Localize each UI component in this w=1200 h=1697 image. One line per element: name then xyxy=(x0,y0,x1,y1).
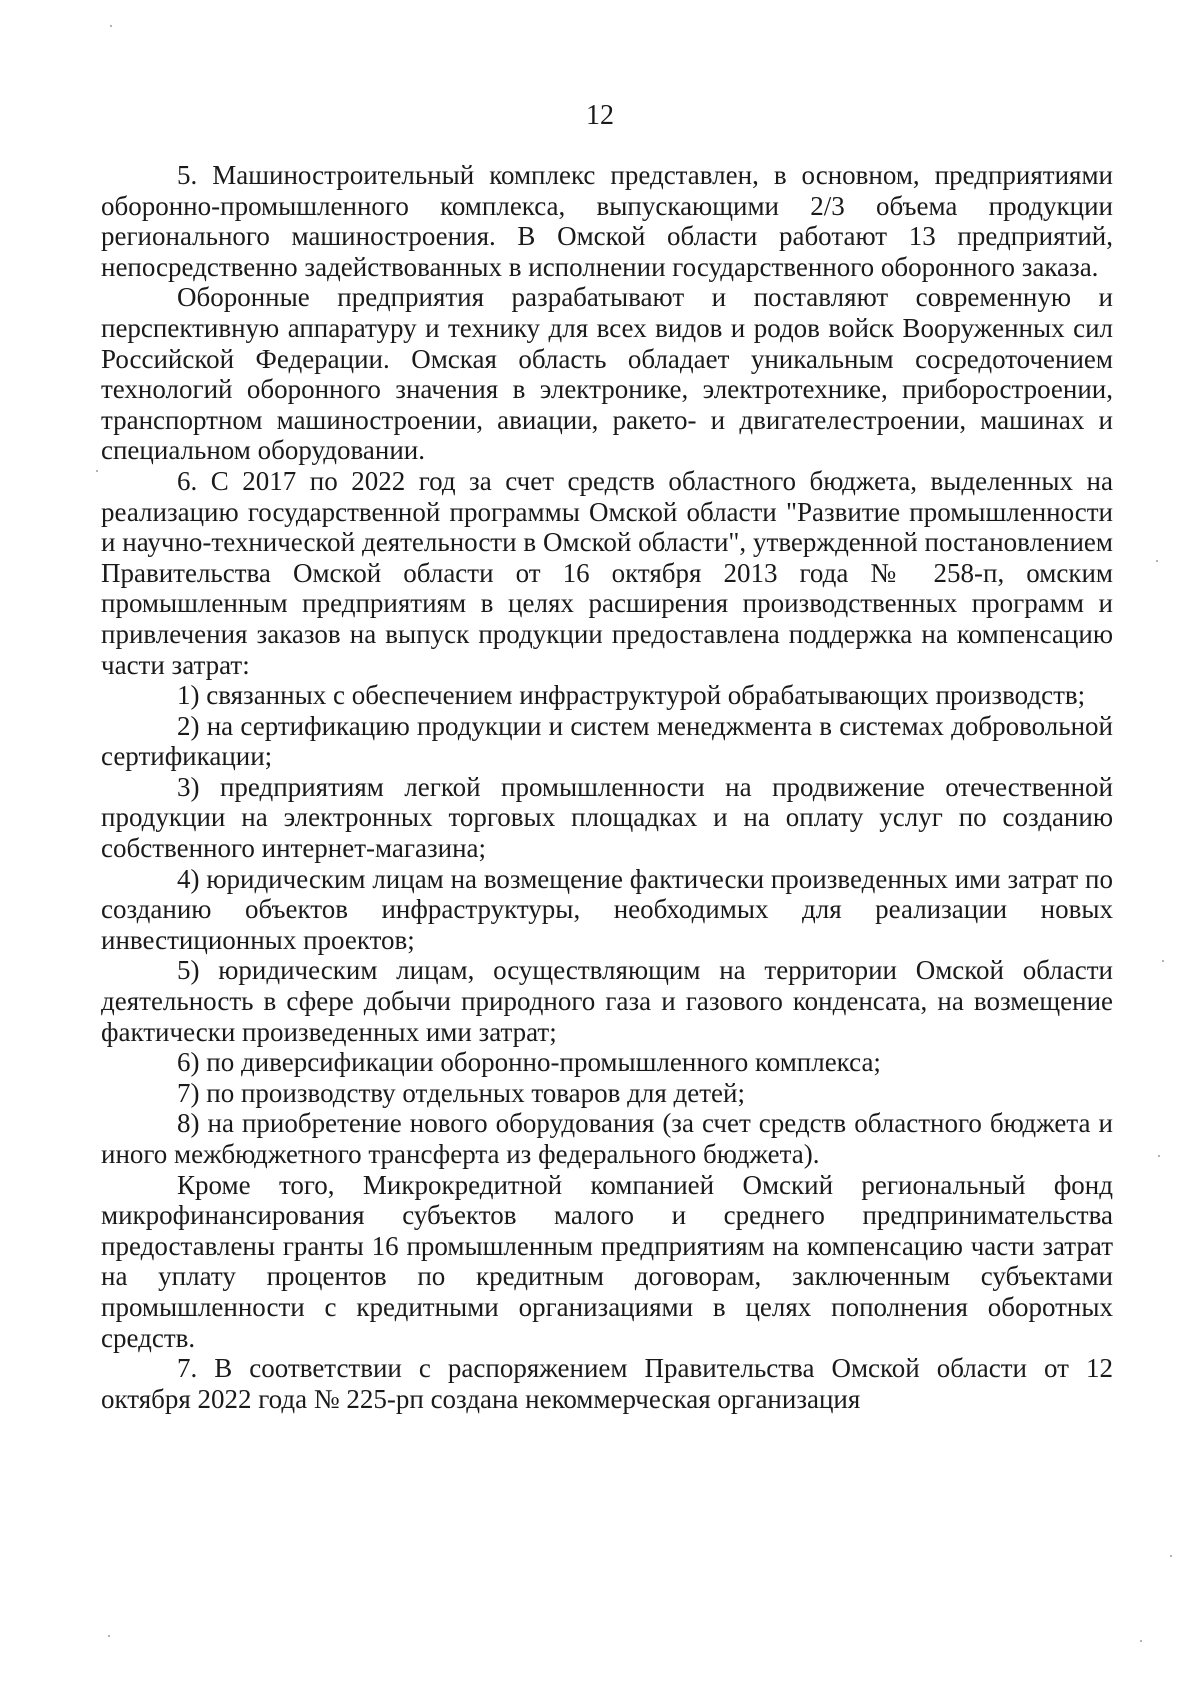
scan-speck xyxy=(96,470,98,472)
scan-speck xyxy=(1158,1155,1160,1157)
list-item-1: 1) связанных с обеспечением инфраструктурой обрабатывающих производств; xyxy=(177,680,1086,711)
scan-speck xyxy=(110,25,112,27)
list-item-2: 2) на сертификацию продукции и систем менеджмента в системах добровольной сертификации; xyxy=(101,710,1113,772)
list-item-7: 7) по производству отдельных товаров для детей; xyxy=(177,1077,745,1108)
list-item-6: 6) по диверсификации оборонно-промышленного комплекса; xyxy=(177,1047,881,1078)
paragraph-microcredit-grants: Кроме того, Микрокредитной компанией Омский региональный фонд микрофинансирования субъектов малого и среднего предпринимательства предоставлены гранты 16 промышленным предприятиям на компенсацию части затрат на уплату процентов по кредитным договорам, заключенным субъектами промышленности с кредитными организациями в целях пополнения оборотных средств. xyxy=(101,1169,1113,1353)
scan-speck xyxy=(1156,560,1158,562)
paragraph-machine-building: 5. Машиностроительный комплекс представлен, в основном, предприятиями оборонно-промышленного комплекса, выпускающими 2/3 объема продукции регионального машиностроения. В Омской области работают 13 предприятий, непосредственно задействованных в исполнении государственного оборонного заказа. xyxy=(101,160,1113,282)
list-item-3: 3) предприятиям легкой промышленности на продвижение отечественной продукции на электронных торговых площадках и на оплату услуг по созданию собственного интернет-магазина; xyxy=(101,771,1113,864)
list-item-4: 4) юридическим лицам на возмещение фактически произведенных ими затрат по созданию объектов инфраструктуры, необходимых для реализации новых инвестиционных проектов; xyxy=(101,863,1113,955)
page-number: 12 xyxy=(586,100,614,131)
list-item-5: 5) юридическим лицам, осуществляющим на территории Омской области деятельность в сфере добычи природного газа и газового конденсата, на возмещение фактически произведенных ими затрат; xyxy=(101,955,1113,1047)
document-body xyxy=(101,160,1113,1414)
scan-speck xyxy=(108,1635,110,1637)
scan-speck xyxy=(1140,1640,1142,1642)
scan-speck xyxy=(1162,960,1164,962)
scan-speck xyxy=(1170,1555,1172,1557)
list-item-8: 8) на приобретение нового оборудования (за счет средств областного бюджета и иного межбюджетного трансферта из федерального бюджета). xyxy=(101,1108,1113,1169)
paragraph-budget-support: 6. С 2017 по 2022 год за счет средств областного бюджета, выделенных на реализацию государственной программы Омской области "Развитие промышленности и научно-технической деятельности в Омской области", утвержденной постановлением Правительства Омской области от 16 октября 2013 года № 258-п, омским промышленным предприятиям в целях расширения производственных программ и привлечения заказов на выпуск продукции предоставлена поддержка на компенсацию части затрат: xyxy=(101,465,1113,680)
paragraph-defense-enterprises: Оборонные предприятия разрабатывают и поставляют современную и перспективную аппаратуру и технику для всех видов и родов войск Вооруженных сил Российской Федерации. Омская область обладает уникальным сосредоточением технологий оборонного значения в электронике, электротехнике, приборостроении, транспортном машиностроении, авиации, ракето- и двигателестроении, машинах и специальном оборудовании. xyxy=(101,282,1113,466)
paragraph-nonprofit-organization: 7. В соответствии с распоряжением Правительства Омской области от 12 октября 2022 года № 225-рп создана некоммерческая организация xyxy=(101,1353,1113,1414)
